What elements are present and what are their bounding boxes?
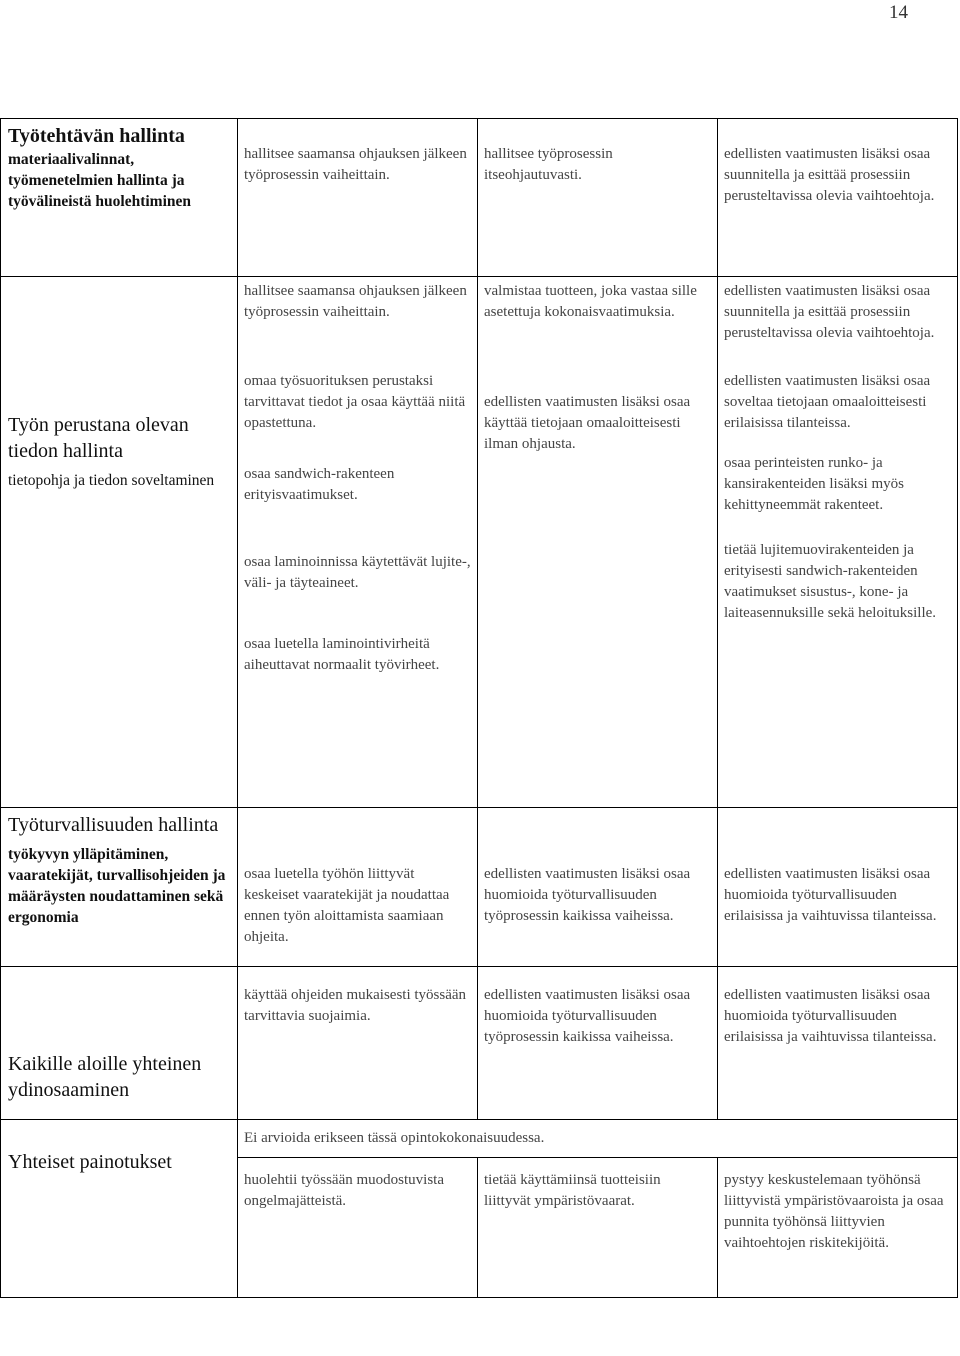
- criteria-text: tietää käyttämiinsä tuotteisiin liittyvät ympäristövaarat.: [484, 1172, 661, 1209]
- criteria-cell: [478, 967, 718, 1120]
- criteria-text: osaa luetella työhön liittyvät keskeiset vaaratekijät ja noudattaa ennen työn aloittamista saamiaan ohjeita.: [244, 866, 450, 945]
- criteria-cell: [478, 808, 718, 967]
- table-row: [1, 119, 958, 277]
- criteria-text: osaa luetella laminointivirheitä aiheuttavat normaalit työvirheet.: [244, 636, 440, 673]
- criteria-cell: [238, 1158, 478, 1298]
- criteria-text: käyttää ohjeiden mukaisesti työssään tarvittavia suojaimia.: [244, 987, 467, 1024]
- criteria-text: hallitsee saamansa ohjauksen jälkeen työprosessin vaiheittain.: [244, 146, 467, 183]
- criteria-cell: [238, 119, 478, 277]
- criteria-cell: [718, 277, 958, 808]
- criteria-cell: [718, 808, 958, 967]
- span-note: Ei arvioida erikseen tässä opintokokonaisuudessa.: [244, 1130, 545, 1146]
- criteria-text: edellisten vaatimusten lisäksi osaa soveltaa tietojaan omaaloitteisesti erilaisissa tilanteissa.: [724, 373, 931, 431]
- row-title: Kaikille aloille yhteinen ydinosaaminen: [8, 1053, 202, 1101]
- criteria-cell: [718, 967, 958, 1120]
- criteria-text: osaa perinteisten runko- ja kansirakenteiden lisäksi myös kehittyneemmät rakenteet.: [724, 455, 904, 513]
- row-subtitle: materiaalivalinnat, työmenetelmien hallinta ja työvälineistä huolehtiminen: [8, 151, 192, 210]
- row-title: Työtehtävän hallinta: [8, 125, 185, 147]
- criteria-text: edellisten vaatimusten lisäksi osaa huomioida työturvallisuuden työprosessin kaikissa vaiheissa.: [484, 866, 691, 924]
- criteria-cell: [718, 1158, 958, 1298]
- criteria-cell: [238, 808, 478, 967]
- criteria-cell: [718, 119, 958, 277]
- row-header: [1, 119, 238, 277]
- row-header: [1, 808, 238, 967]
- criteria-cell: [478, 119, 718, 277]
- criteria-cell: [238, 277, 478, 808]
- criteria-cell: [238, 967, 478, 1120]
- row-header: [1, 1120, 238, 1298]
- row-header: [1, 277, 238, 808]
- row-title: Yhteiset painotukset: [8, 1150, 172, 1173]
- criteria-text: osaa sandwich-rakenteen erityisvaatimukset.: [244, 466, 395, 503]
- criteria-cell: [478, 1158, 718, 1298]
- criteria-text: hallitsee saamansa ohjauksen jälkeen työprosessin vaiheittain.: [244, 283, 467, 320]
- criteria-text: osaa laminoinnissa käytettävät lujite-, väli- ja täyteaineet.: [244, 554, 471, 591]
- criteria-text: edellisten vaatimusten lisäksi osaa huomioida työturvallisuuden työprosessin kaikissa vaiheissa.: [484, 987, 691, 1045]
- row-header: [1, 967, 238, 1120]
- criteria-text: valmistaa tuotteen, joka vastaa sille asetettuja kokonaisvaatimuksia.: [484, 283, 697, 320]
- table-row: [1, 1120, 958, 1158]
- criteria-text: tietää lujitemuovirakenteiden ja erityisesti sandwich-rakenteiden vaatimukset sisustus-, kone- ja laiteasennuksille sekä heloituksille.: [724, 542, 937, 621]
- table-row: [1, 277, 958, 808]
- criteria-text: omaa työsuorituksen perustaksi tarvittavat tiedot ja osaa käyttää niitä opastettuna.: [244, 373, 466, 431]
- assessment-table: [0, 118, 958, 1298]
- criteria-text: edellisten vaatimusten lisäksi osaa huomioida työturvallisuuden erilaisissa ja vaihtuvissa tilanteissa.: [724, 866, 937, 924]
- table-row: [1, 967, 958, 1120]
- span-note-cell: [238, 1120, 958, 1158]
- criteria-text: edellisten vaatimusten lisäksi osaa suunnitella ja esittää prosessiin perusteltavissa olevia vaihtoehtoja.: [724, 283, 935, 341]
- criteria-text: edellisten vaatimusten lisäksi osaa huomioida työturvallisuuden erilaisissa ja vaihtuvissa tilanteissa.: [724, 987, 937, 1045]
- criteria-text: edellisten vaatimusten lisäksi osaa suunnitella ja esittää prosessiin perusteltavissa olevia vaihtoehtoja.: [724, 146, 935, 204]
- page-number: 14: [889, 2, 908, 23]
- criteria-text: hallitsee työprosessin itseohjautuvasti.: [484, 146, 613, 183]
- criteria-cell: [478, 277, 718, 808]
- row-title: Työn perustana olevan tiedon hallinta: [8, 414, 189, 462]
- table-row: [1, 808, 958, 967]
- row-subtitle: tietopohja ja tiedon soveltaminen: [8, 472, 215, 489]
- criteria-text: huolehtii työssään muodostuvista ongelmajätteistä.: [244, 1172, 444, 1209]
- criteria-text: edellisten vaatimusten lisäksi osaa käyttää tietojaan omaaloitteisesti ilman ohjausta.: [484, 394, 691, 452]
- row-subtitle: työkyvyn ylläpitäminen, vaaratekijät, turvallisohjeiden ja määräysten noudattaminen sekä ergonomia: [8, 846, 226, 926]
- criteria-text: pystyy keskustelemaan työhönsä liittyvistä ympäristövaaroista ja osaa punnita työhönsä liittyvien vaihtoehtojen riskitekijöitä.: [724, 1172, 944, 1251]
- row-title: Työturvallisuuden hallinta: [8, 814, 219, 836]
